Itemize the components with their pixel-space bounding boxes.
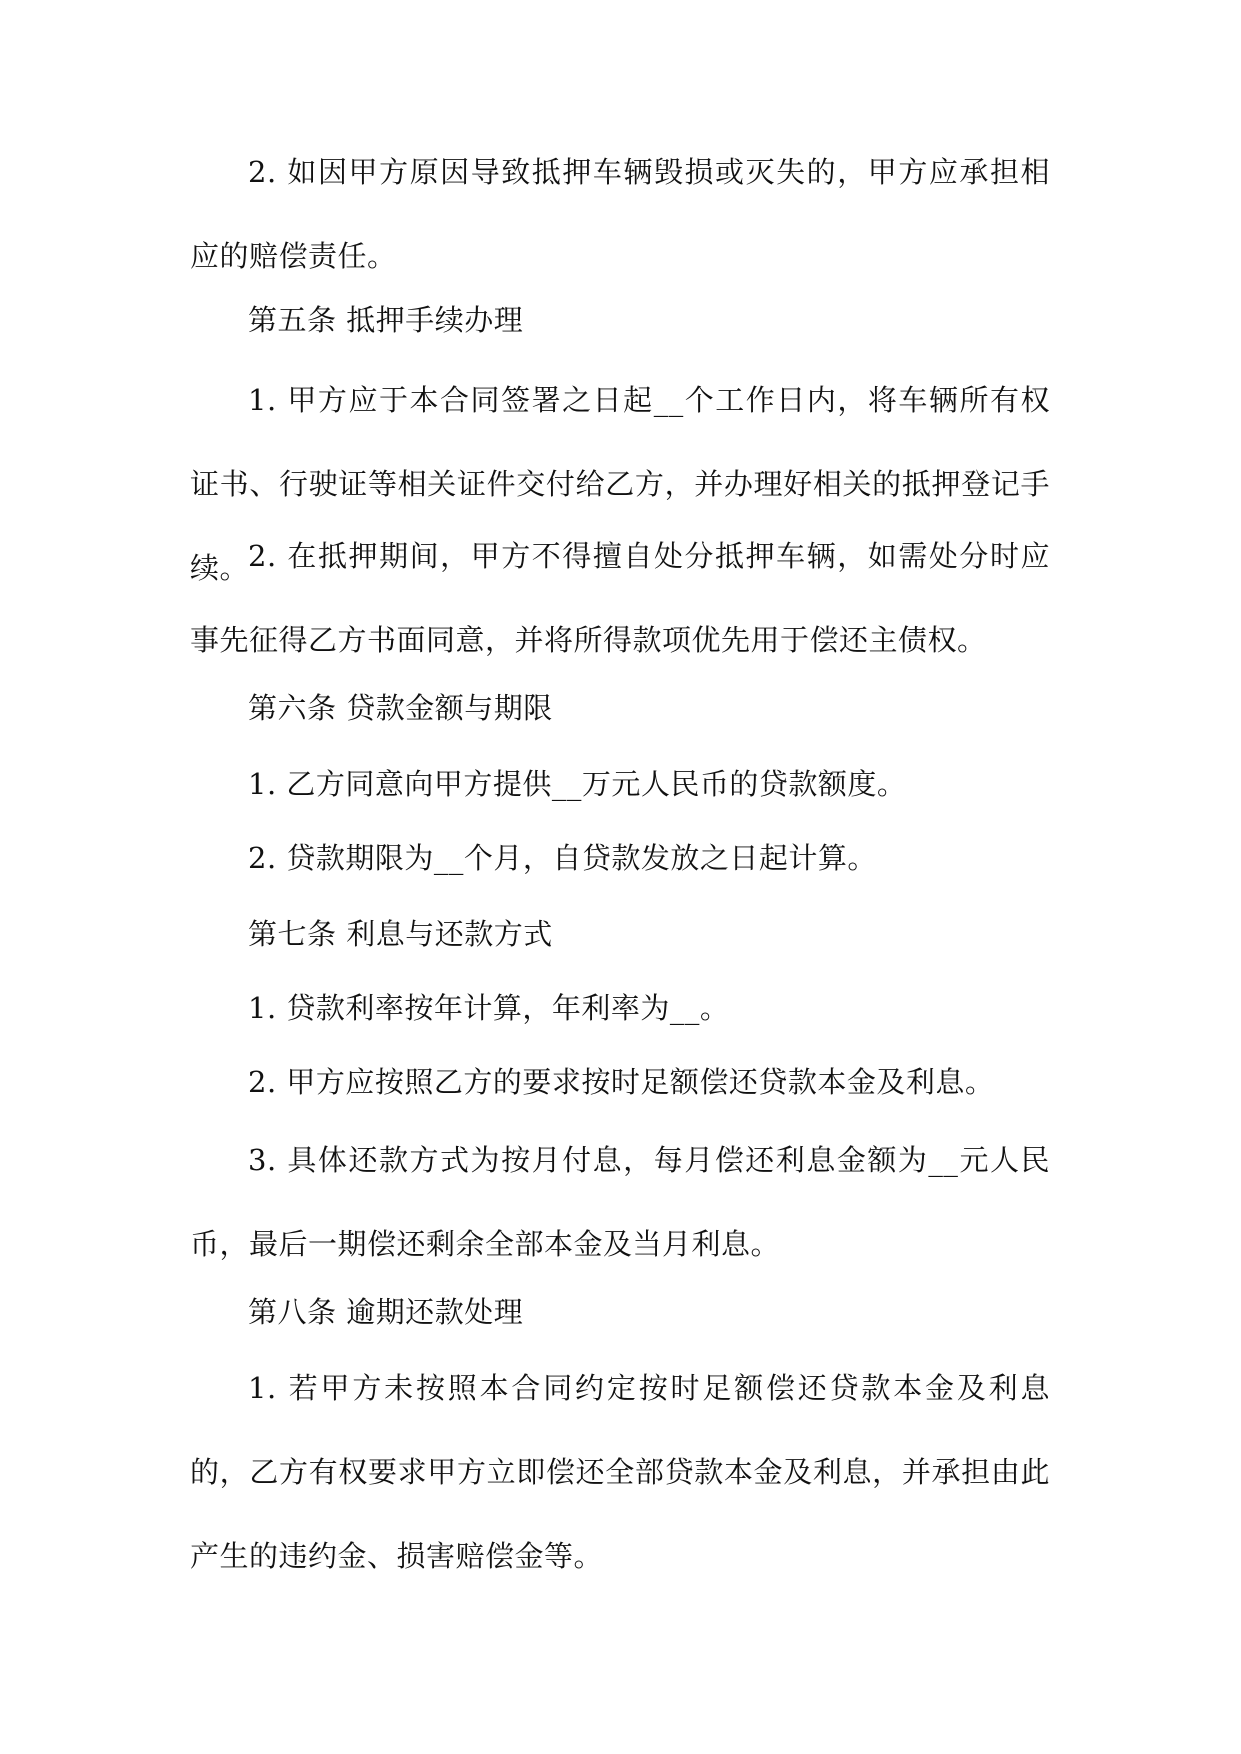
clause-6-item-2: 2. 贷款期限为__个月，自贷款发放之日起计算。 (248, 841, 877, 875)
article-6-heading: 第六条 贷款金额与期限 (248, 691, 553, 725)
clause-7-item-2: 2. 甲方应按照乙方的要求按时足额偿还贷款本金及利息。 (248, 1065, 995, 1099)
clause-7-item-3: 3. 具体还款方式为按月付息，每月偿还利息金额为__元人民币，最后一期偿还剩余全部本金及当月利息。 (190, 1143, 1050, 1261)
article-5-heading: 第五条 抵押手续办理 (248, 303, 524, 337)
clause-5-item-1: 1. 甲方应于本合同签署之日起__个工作日内，将车辆所有权证书、行驶证等相关证件交付给乙方，并办理好相关的抵押登记手续。 (190, 383, 1050, 585)
clause-7-item-1: 1. 贷款利率按年计算，年利率为__。 (248, 991, 730, 1025)
article-7-heading: 第七条 利息与还款方式 (248, 917, 553, 951)
clause-6-item-1: 1. 乙方同意向甲方提供__万元人民币的贷款额度。 (248, 767, 907, 801)
clause-8-item-1: 1. 若甲方未按照本合同约定按时足额偿还贷款本金及利息的，乙方有权要求甲方立即偿还全部贷款本金及利息，并承担由此产生的违约金、损害赔偿金等。 (190, 1371, 1050, 1573)
clause-4-item-2: 2. 如因甲方原因导致抵押车辆毁损或灭失的，甲方应承担相应的赔偿责任。 (190, 155, 1050, 273)
clause-5-item-2: 2. 在抵押期间，甲方不得擅自处分抵押车辆，如需处分时应事先征得乙方书面同意，并将所得款项优先用于偿还主债权。 (190, 539, 1050, 657)
article-8-heading: 第八条 逾期还款处理 (248, 1295, 524, 1329)
